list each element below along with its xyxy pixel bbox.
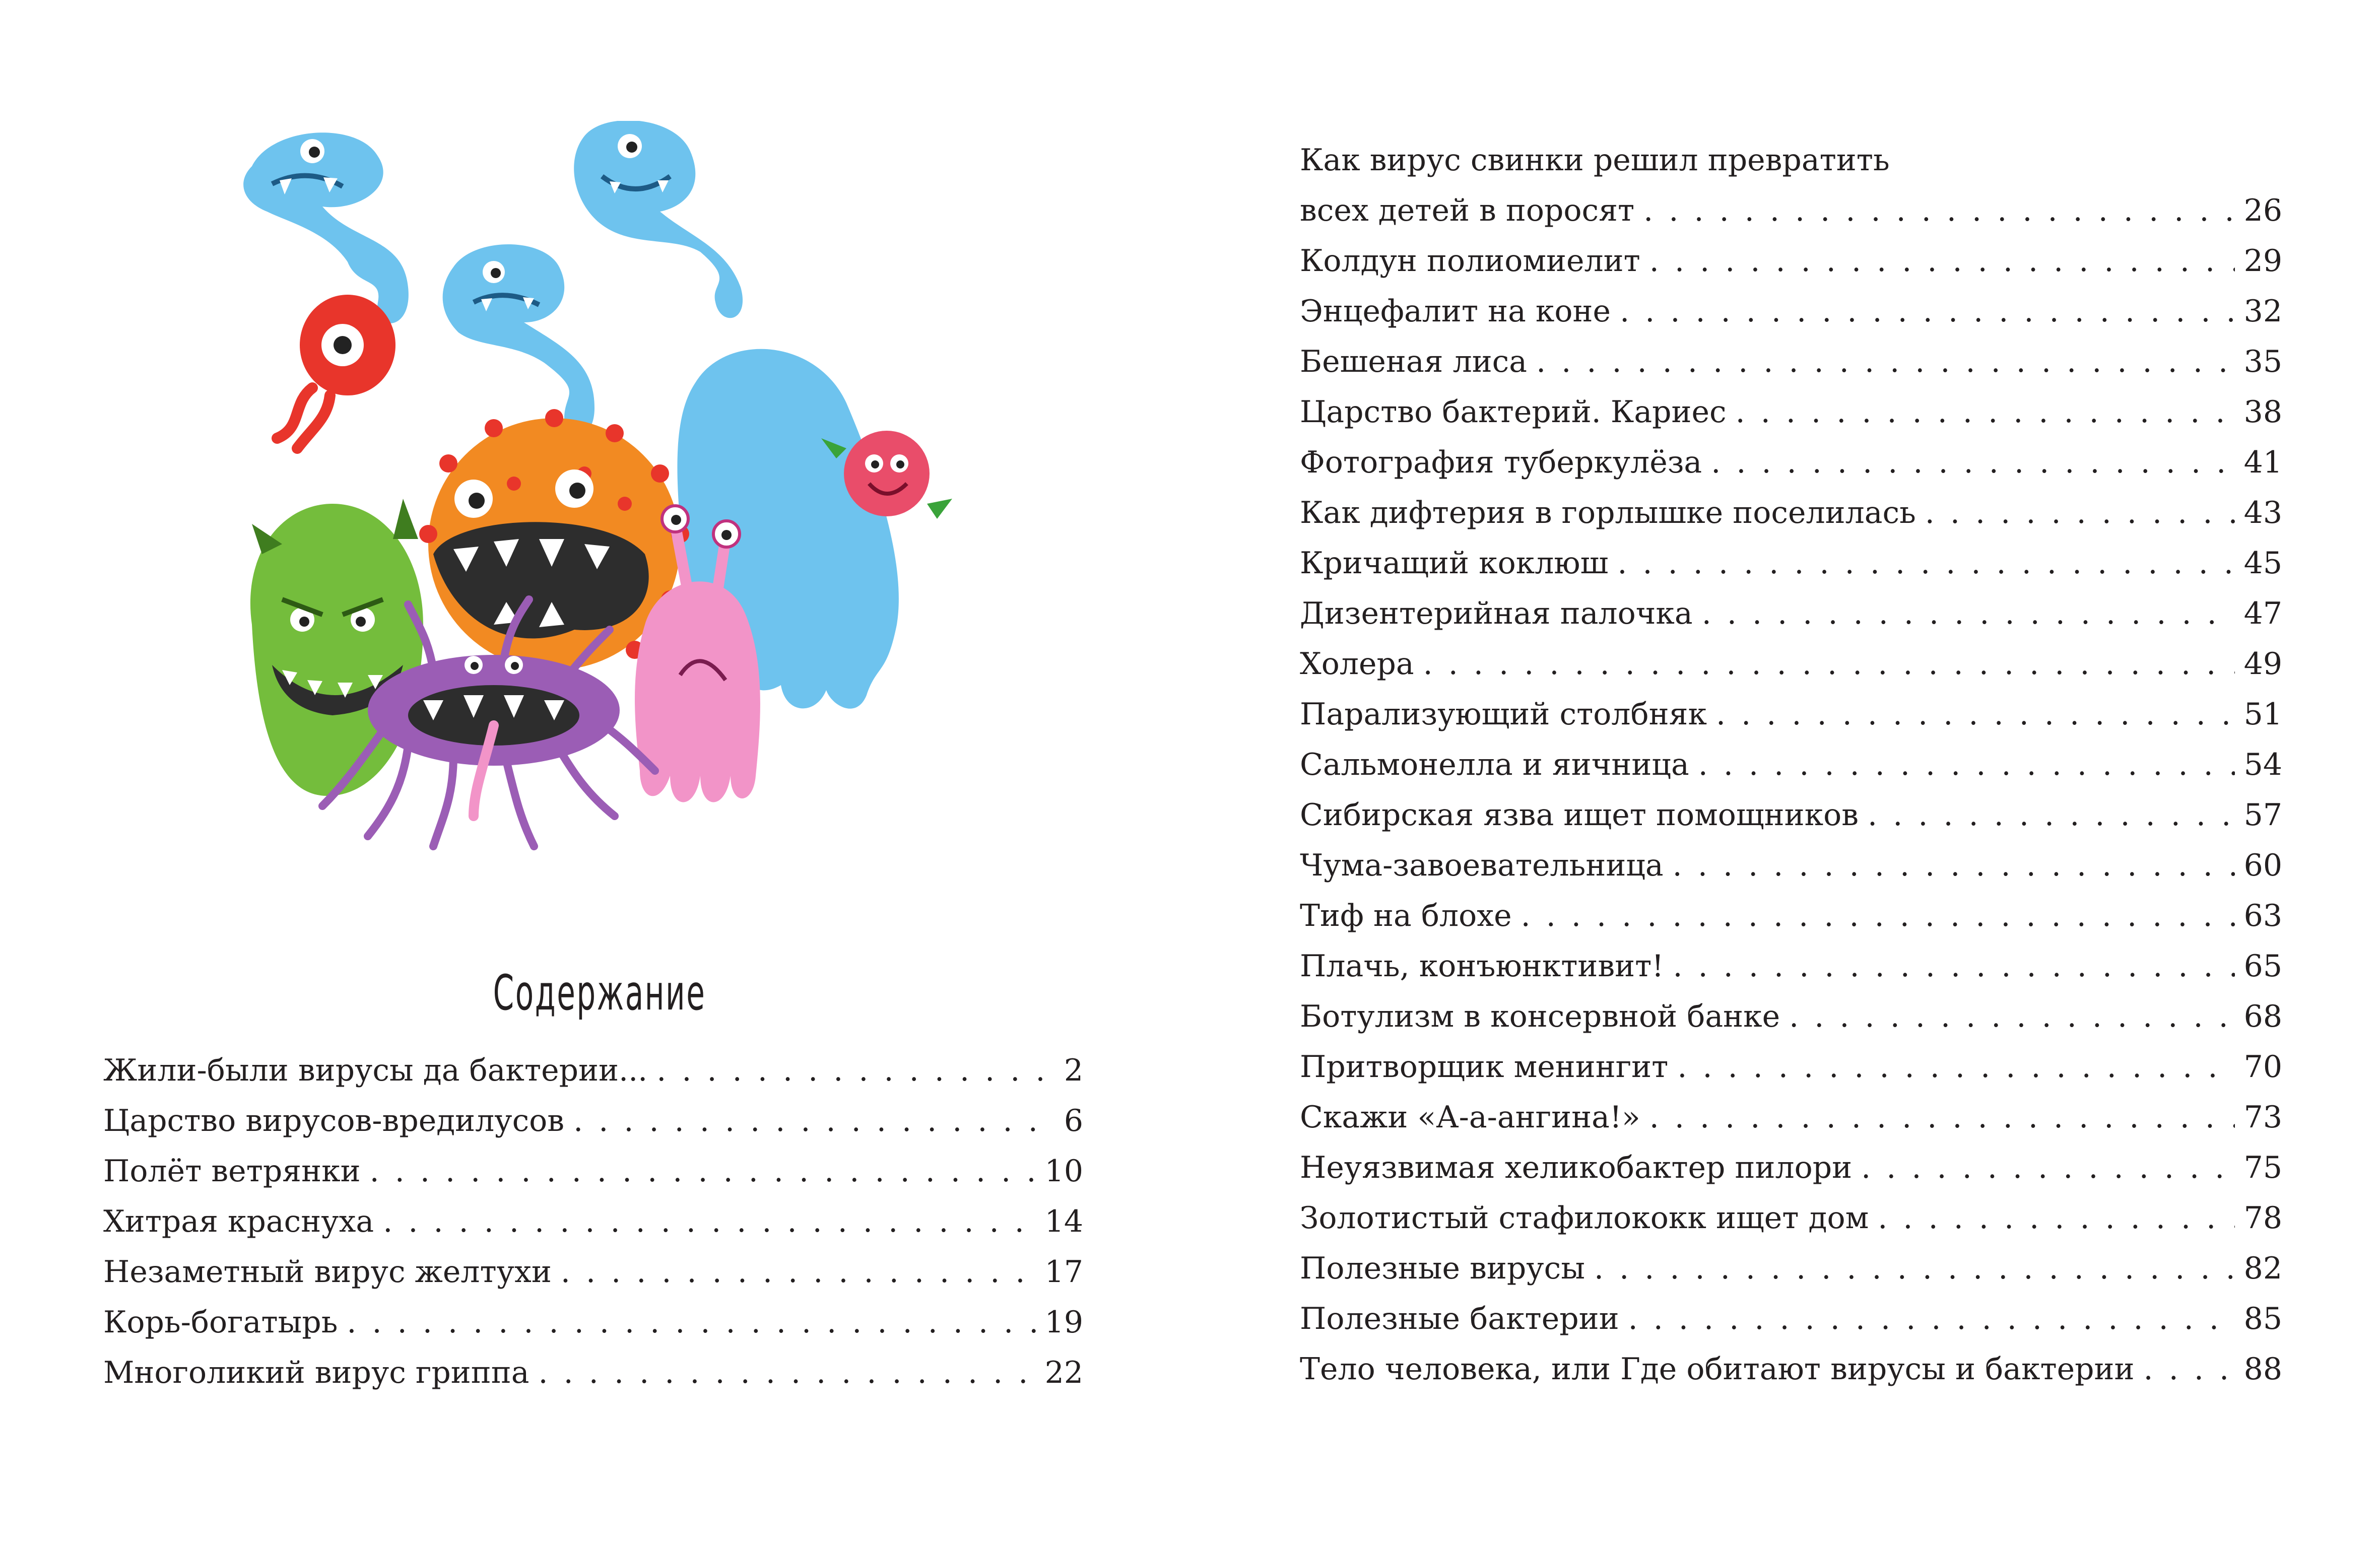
toc-entry[interactable]: Полезные бактерии . . . 85 — [1300, 1294, 2282, 1344]
toc-entry[interactable]: Жили-были вирусы да бактерии... . . . 2 — [103, 1045, 1083, 1096]
toc-list-right — [1300, 135, 2282, 1394]
toc-entry[interactable]: Неуязвимая хеликобактер пилори . . . 75 — [1300, 1142, 2282, 1193]
toc-entry[interactable]: Тиф на блохе . . . 63 — [1300, 891, 2282, 941]
toc-entry-first-line[interactable]: Как вирус свинки решил превратить — [1300, 143, 1890, 178]
toc-entry[interactable]: Царство бактерий. Кариес . . . 38 — [1300, 387, 2282, 437]
toc-entry[interactable]: Ботулизм в консервной банке . . . 68 — [1300, 991, 2282, 1042]
toc-entry[interactable]: Полёт ветрянки . . . 10 — [103, 1146, 1083, 1196]
toc-entry[interactable]: Царство вирусов-вредилусов . . . 6 — [103, 1096, 1083, 1146]
toc-entry[interactable]: Притворщик менингит . . . 70 — [1300, 1042, 2282, 1092]
toc-entry[interactable]: Парализующий столбняк . . . 51 — [1300, 689, 2282, 739]
toc-entry[interactable]: Скажи «А-а-ангина!» . . . 73 — [1300, 1092, 2282, 1142]
toc-entry[interactable]: Чума-завоевательница . . . 60 — [1300, 840, 2282, 891]
toc-entry[interactable]: Плачь, конъюнктивит! . . . 65 — [1300, 941, 2282, 991]
toc-entry[interactable]: Сибирская язва ищет помощников . . . 57 — [1300, 790, 2282, 840]
toc-entry[interactable]: Хитрая краснуха . . . 14 — [103, 1196, 1083, 1247]
toc-entry[interactable]: Золотистый стафилококк ищет дом . . . 78 — [1300, 1193, 2282, 1243]
blue-ghost-monster-middle — [443, 244, 594, 436]
blue-ghost-monster-left — [243, 132, 409, 323]
toc-entry[interactable]: Фотография туберкулёза . . . 41 — [1300, 437, 2282, 488]
toc-entry[interactable]: Многоликий вирус гриппа . . . 22 — [103, 1348, 1083, 1398]
toc-entry[interactable]: Холера . . . 49 — [1300, 639, 2282, 689]
toc-entry[interactable]: Энцефалит на коне . . . 32 — [1300, 286, 2282, 337]
microbes-illustration — [191, 121, 998, 927]
toc-entry[interactable]: Как дифтерия в горлышке поселилась . . . 43 — [1300, 488, 2282, 538]
toc-list-left — [103, 1045, 1083, 1398]
toc-entry[interactable]: Сальмонелла и яичница . . . 54 — [1300, 739, 2282, 790]
toc-heading: Содержание — [493, 965, 706, 1021]
toc-entry[interactable]: Кричащий коклюш . . . 45 — [1300, 538, 2282, 588]
toc-entry[interactable]: Корь-богатырь . . . 19 — [103, 1297, 1083, 1348]
toc-entry[interactable]: Колдун полиомиелит . . . 29 — [1300, 236, 2282, 286]
toc-entry[interactable]: Незаметный вирус желтухи . . . 17 — [103, 1247, 1083, 1297]
green-horned-monster — [250, 499, 423, 796]
blue-ghost-monster-right — [574, 121, 743, 318]
toc-entry[interactable]: Тело человека, или Где обитают вирусы и бактерии . . . 88 — [1300, 1344, 2282, 1394]
toc-entry[interactable]: Дизентерийная палочка . . . 47 — [1300, 588, 2282, 639]
toc-entry[interactable]: всех детей в поросят . . . 26 — [1300, 185, 2282, 236]
toc-entry[interactable]: Полезные вирусы . . . 82 — [1300, 1243, 2282, 1294]
toc-entry[interactable]: Бешеная лиса . . . 35 — [1300, 337, 2282, 387]
red-cyclops-monster — [277, 295, 395, 448]
